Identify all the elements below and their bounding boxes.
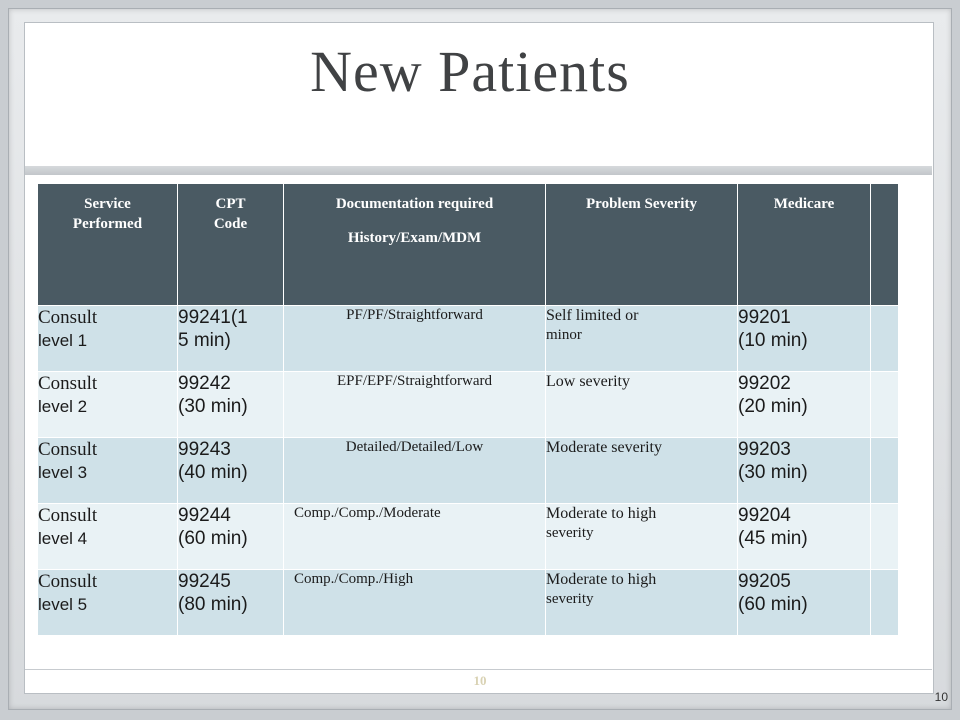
table-row bbox=[38, 372, 899, 438]
cpt-code: 99242 bbox=[178, 373, 231, 394]
table-row bbox=[38, 438, 899, 504]
cpt-duration: (80 min) bbox=[178, 594, 248, 615]
table-row bbox=[38, 570, 899, 636]
cell-documentation: Detailed/Detailed/Low bbox=[284, 438, 546, 504]
footer-page-number: 10 bbox=[473, 673, 487, 688]
header-cpt-line2: Code bbox=[213, 216, 248, 232]
header-problem-severity: Problem Severity bbox=[546, 184, 738, 306]
medicare-duration: (10 min) bbox=[738, 330, 808, 351]
medicare-code: 99201 bbox=[738, 307, 791, 328]
medicare-duration: (20 min) bbox=[738, 396, 808, 417]
cell-spacer bbox=[871, 570, 899, 636]
cell-problem-severity bbox=[546, 306, 738, 372]
medicare-code: 99205 bbox=[738, 571, 791, 592]
cell-problem-severity bbox=[546, 372, 738, 438]
severity-text: Moderate severity bbox=[546, 439, 662, 456]
cell-spacer bbox=[871, 372, 899, 438]
cell-documentation: Comp./Comp./High bbox=[284, 570, 546, 636]
medicare-code: 99202 bbox=[738, 373, 791, 394]
page-title: New Patients bbox=[310, 39, 630, 104]
header-spacer bbox=[871, 184, 899, 306]
cell-service bbox=[38, 504, 178, 570]
cell-spacer bbox=[871, 438, 899, 504]
service-level: level 3 bbox=[38, 463, 88, 482]
header-cpt-code bbox=[178, 184, 284, 306]
severity-text: Low severity bbox=[546, 373, 630, 390]
service-name: Consult bbox=[38, 571, 98, 592]
medicare-duration: (60 min) bbox=[738, 594, 808, 615]
severity-text-cont: severity bbox=[546, 525, 594, 541]
medicare-code: 99203 bbox=[738, 439, 791, 460]
cpt-duration: 5 min) bbox=[178, 330, 231, 351]
cell-cpt-code bbox=[178, 306, 284, 372]
cell-cpt-code bbox=[178, 438, 284, 504]
cpt-code: 99241(1 bbox=[178, 307, 248, 328]
cell-problem-severity bbox=[546, 438, 738, 504]
cell-medicare bbox=[738, 306, 871, 372]
severity-text-cont: severity bbox=[546, 591, 594, 607]
medicare-duration: (30 min) bbox=[738, 462, 808, 483]
service-name: Consult bbox=[38, 373, 98, 394]
service-name: Consult bbox=[38, 307, 98, 328]
cell-spacer bbox=[871, 504, 899, 570]
cell-cpt-code bbox=[178, 372, 284, 438]
header-service-line2: Performed bbox=[72, 216, 143, 232]
cell-documentation: PF/PF/Straightforward bbox=[284, 306, 546, 372]
table-row bbox=[38, 306, 899, 372]
header-documentation-line1: Documentation required bbox=[335, 196, 494, 212]
medicare-code: 99204 bbox=[738, 505, 791, 526]
service-level: level 4 bbox=[38, 529, 88, 548]
cell-service bbox=[38, 306, 178, 372]
cell-medicare bbox=[738, 438, 871, 504]
severity-text: Moderate to high bbox=[546, 571, 657, 588]
severity-text: Self limited or bbox=[546, 307, 639, 324]
footer-divider bbox=[25, 669, 932, 670]
cpt-code: 99243 bbox=[178, 439, 231, 460]
service-level: level 2 bbox=[38, 397, 88, 416]
service-level: level 1 bbox=[38, 331, 88, 350]
service-level: level 5 bbox=[38, 595, 88, 614]
header-documentation-line2: History/Exam/MDM bbox=[347, 230, 482, 246]
severity-text-cont: minor bbox=[546, 327, 582, 343]
cell-problem-severity bbox=[546, 504, 738, 570]
service-name: Consult bbox=[38, 439, 98, 460]
cpt-code-table bbox=[37, 183, 899, 636]
cell-documentation: EPF/EPF/Straightforward bbox=[284, 372, 546, 438]
cpt-code: 99244 bbox=[178, 505, 231, 526]
table-row bbox=[38, 504, 899, 570]
cell-service bbox=[38, 372, 178, 438]
severity-text: Moderate to high bbox=[546, 505, 657, 522]
cell-service bbox=[38, 570, 178, 636]
cell-medicare bbox=[738, 504, 871, 570]
title-divider bbox=[25, 166, 932, 175]
medicare-duration: (45 min) bbox=[738, 528, 808, 549]
cpt-duration: (30 min) bbox=[178, 396, 248, 417]
cell-problem-severity bbox=[546, 570, 738, 636]
cell-medicare bbox=[738, 570, 871, 636]
cell-spacer bbox=[871, 306, 899, 372]
header-cpt-line1: CPT bbox=[215, 196, 246, 212]
header-documentation bbox=[284, 184, 546, 306]
slide-number: 10 bbox=[934, 690, 948, 704]
cpt-code: 99245 bbox=[178, 571, 231, 592]
cell-cpt-code bbox=[178, 504, 284, 570]
cell-documentation: Comp./Comp./Moderate bbox=[284, 504, 546, 570]
header-service-performed bbox=[38, 184, 178, 306]
cpt-duration: (60 min) bbox=[178, 528, 248, 549]
cell-service bbox=[38, 438, 178, 504]
cpt-duration: (40 min) bbox=[178, 462, 248, 483]
header-service-line1: Service bbox=[84, 196, 131, 212]
table-header-row bbox=[38, 184, 899, 306]
cell-medicare bbox=[738, 372, 871, 438]
service-name: Consult bbox=[38, 505, 98, 526]
cell-cpt-code bbox=[178, 570, 284, 636]
header-medicare: Medicare bbox=[738, 184, 871, 306]
